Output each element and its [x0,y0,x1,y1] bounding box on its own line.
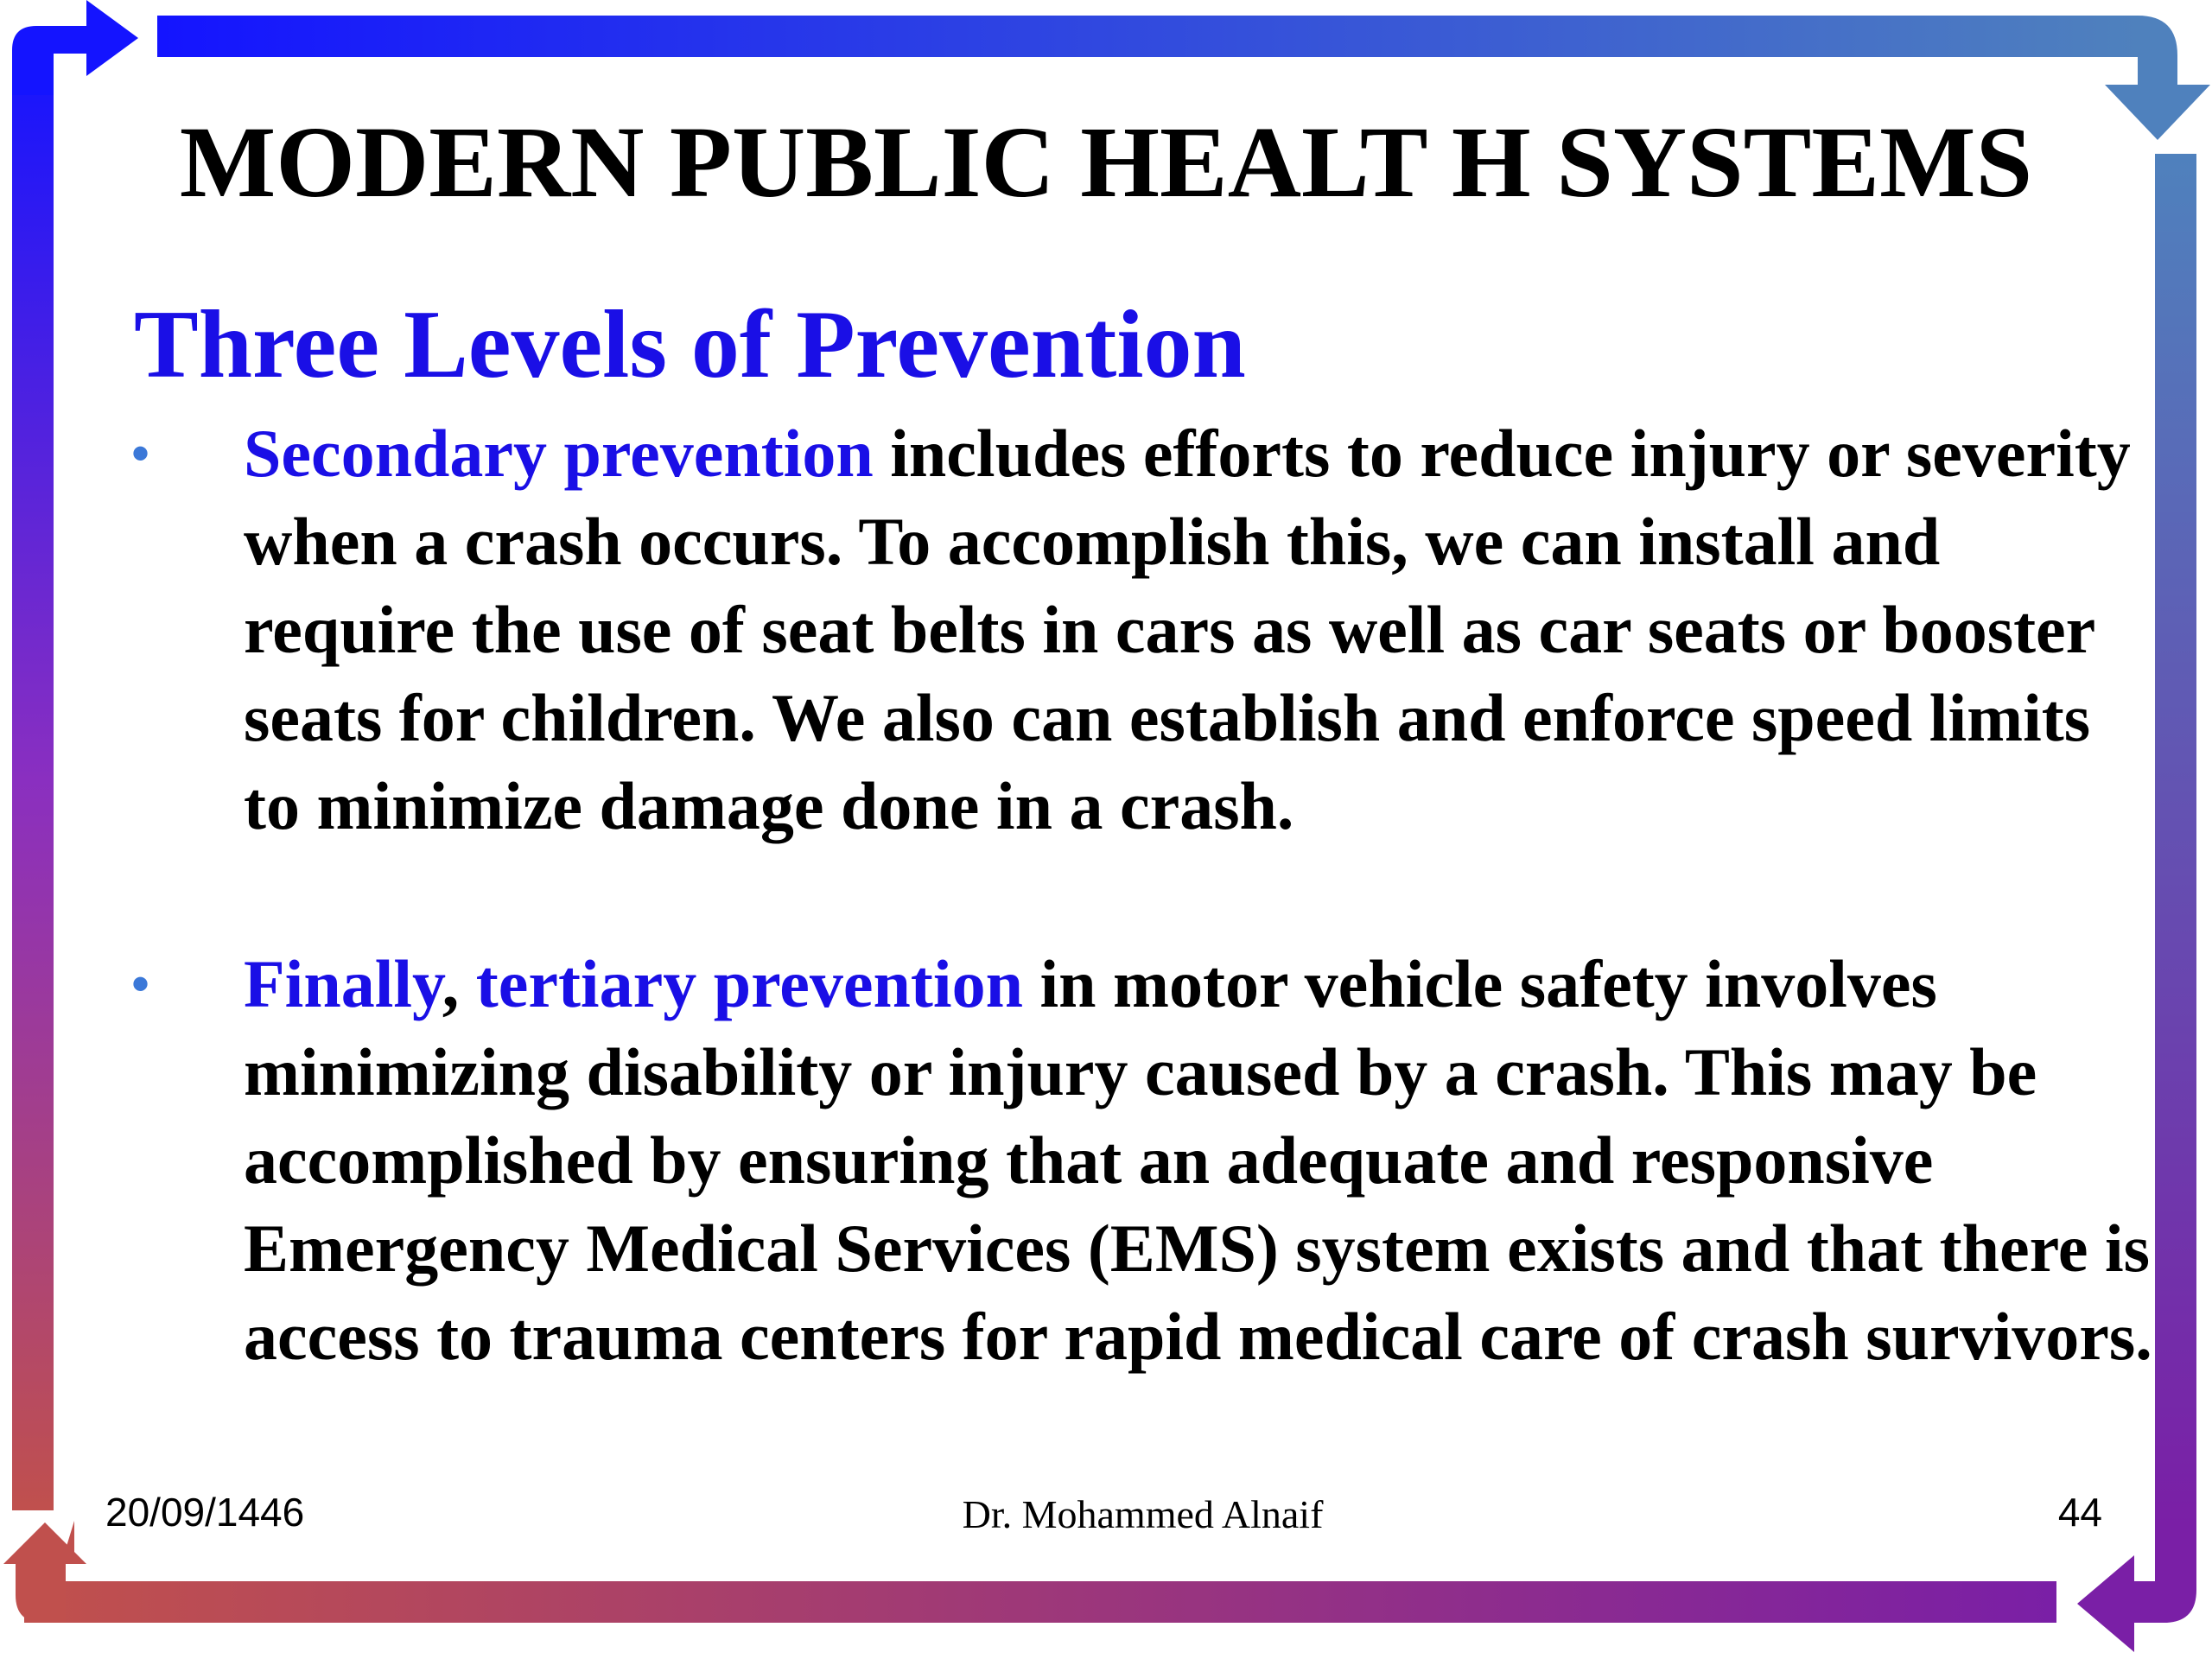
bullet-marker: • [131,424,150,482]
frame-top-bar [157,16,2138,57]
frame-left-bar [12,50,54,1510]
bullet-secondary-prevention [244,410,2162,850]
bullet-highlight: Finally [244,946,442,1021]
footer-page-number: 44 [2057,1490,2102,1535]
footer-date: 20/09/1446 [105,1490,305,1535]
bullet-highlight: Secondary prevention [244,416,874,491]
frame-bottom-right-arrow [2077,1524,2196,1652]
bullet-body: in motor vehicle safety involves minimizing disability or injury caused by a crash. This may be accomplished by ensuring that an adequate and responsive Emergency Medical Services (EMS) system exists and that there is access to trauma centers for rapid medical care of crash survivors. [244,946,2152,1374]
footer-author: Dr. Mohammed Alnaif [962,1492,1324,1536]
frame-top-left-arrow [12,0,138,95]
bullet-tertiary-prevention [244,940,2162,1381]
bullet-marker: • [131,955,150,1013]
slide-subtitle: Three Levels of Prevention [134,291,1246,398]
bullet-highlight: tertiary prevention [475,946,1023,1021]
bullet-body: includes efforts to reduce injury or severity when a crash occurs. To accomplish this, we can install and require the use of seat belts in cars as well as car seats or booster seats for children. We also can establish and enforce speed limits to minimize damage done in a crash. [244,416,2131,843]
bullet-separator: , [442,946,476,1021]
slide-title: MODERN PUBLIC HEALT H SYSTEMS [179,105,2033,219]
frame-bottom-bar [43,1581,2056,1623]
